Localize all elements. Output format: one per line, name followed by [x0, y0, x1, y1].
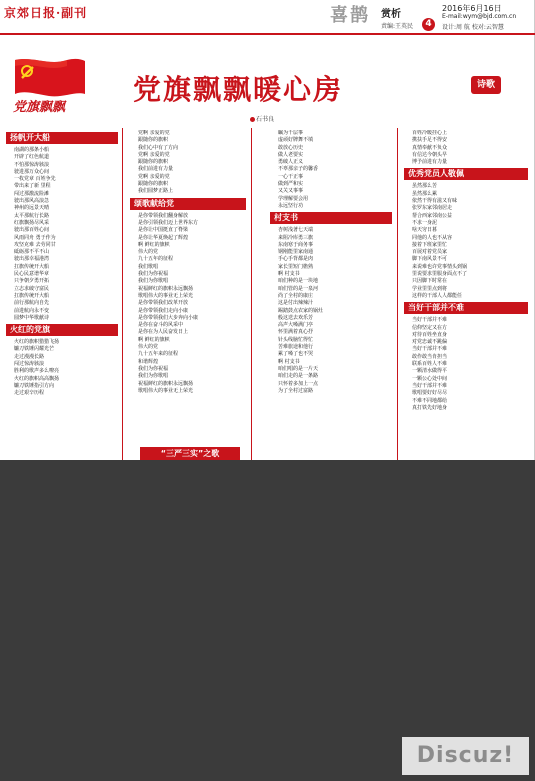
poem-line: 我们歌唱 [138, 263, 159, 270]
poem-line: 百展对着党员家 [412, 249, 448, 256]
poem-line: 祝福鲜红的旗帜永远飘扬 [138, 285, 194, 292]
poem-line: 带出来了新 里程 [14, 183, 51, 190]
poem-line: 一枚党章 百姓争先 [14, 176, 56, 183]
poem-line: 党啊 亲爱的党 [138, 173, 170, 180]
poem-line: 歌唱伟大的事业无上荣光 [138, 292, 194, 299]
poem-line: 携扶手足不得安 [412, 137, 448, 144]
poem-line: 虽然那么苦 [412, 183, 438, 190]
poem-line: 对待百姓坐直身 [412, 331, 448, 338]
poem-line: 不怕那惊涛骇浪 [14, 161, 50, 168]
poem-line: 一心干正事 [278, 173, 304, 180]
poem-line: 是你带领我们翻身解放 [138, 212, 189, 219]
poem-line: 永远坚行功 [278, 202, 304, 209]
poem-line: 里说要求里服身面点不了 [412, 271, 468, 278]
poem-column-2 [130, 130, 246, 460]
poem-line: 红旗飘扬尽风采 [14, 219, 50, 226]
poem-line: 般这送去欢乐芳 [278, 314, 314, 321]
poem-line: 我们为你祝福 [138, 365, 169, 372]
author-name: 石书良 [256, 116, 275, 123]
poem-line: 风雨同舟 勇于作为 [14, 234, 56, 241]
poem-line: 啊 鲜红的旗帜 [138, 336, 170, 343]
subsection-name: 赏析 [381, 9, 401, 20]
poem-line: 这样的干部人人都能任 [412, 292, 463, 299]
poem-line: 虽然那么累 [412, 190, 438, 197]
poem-line: 是你带领我们走向小康 [138, 307, 189, 314]
poem-line: 是你让华夏焕起了辉煌 [138, 234, 189, 241]
poem-line: 杏树浅著七天端 [278, 227, 314, 234]
poem-line: 学理解要会用 [278, 195, 309, 202]
poem-line: 咱们唱的是一片天 [278, 365, 319, 372]
poem-line: 和谐辉煌 [138, 358, 159, 365]
poem-line: 跟随你的旗帜 [138, 181, 169, 188]
brush-title: 党旗飘飘 [13, 100, 66, 115]
poem-line: 怀里满着真心抒 [278, 329, 314, 336]
poem-line: 不辜那亲子的馨香 [278, 166, 319, 173]
poem-line: 敢作敢当肯担当 [412, 353, 448, 360]
section-heading-sanyan: “三严三实”之歌 [140, 447, 240, 460]
poem-line: 镰刀铁锤指引方向 [14, 382, 55, 389]
poem-line: 太平那航行长路 [14, 212, 50, 219]
poem-line: 脚下南风景不可 [412, 256, 448, 263]
poem-line: 走过漫漫长路 [14, 353, 45, 360]
poem-line: 当好干部并不难 [412, 382, 448, 389]
poem-line: 驶出那风高浪急 [14, 198, 50, 205]
poem-line: 接着下班家里忙 [412, 241, 448, 248]
poem-line: 神州的远景天晴 [14, 205, 50, 212]
poem-line: 信仰坚定又在方 [412, 324, 448, 331]
poem-line: 咱们管的是一泉河 [278, 285, 319, 292]
paper-name: 京郊日报·副刊 [4, 6, 88, 20]
poem-line: 开辟了红色航道 [14, 154, 50, 161]
author-byline [250, 114, 274, 123]
poem-line: 为了全村过富路 [278, 387, 314, 394]
poem-line: 我们圆梦正路上 [138, 188, 174, 195]
poem-line: 是你在为人民奋发日上 [138, 329, 189, 336]
poem-line: 一颗公心处中间 [412, 375, 448, 382]
poem-line: 镰刀铁锤闪耀光芒 [14, 346, 55, 353]
poem-line: 联系百姓人不难 [412, 361, 448, 368]
poem-line: 跟随你的旗帜 [138, 137, 169, 144]
masthead [0, 0, 535, 34]
poem-line: 火红的旗帜高高飘扬 [14, 375, 60, 382]
editor-credit: 责编:王英民 [381, 23, 414, 30]
poem-line: 歌唱要好好尽尽 [412, 390, 448, 397]
poem-line: 帮合西家邻南公益 [412, 212, 453, 219]
poem-line: 啥天穷日暮 [412, 227, 438, 234]
poem-line: 虚顽好牌舞不填 [278, 137, 314, 144]
poem-line: 当好干部并不难 [412, 346, 448, 353]
poem-line: 张罗东家邻南居走 [412, 205, 453, 212]
poem-line: 瞩为千层事 [278, 130, 304, 136]
poem-line: 敢放心历史 [278, 144, 304, 151]
poem-line: 我们前进有力量 [138, 166, 174, 173]
poem-line: 苦难旅途和他行 [278, 344, 314, 351]
poem-line: 前行那航向自先 [14, 300, 50, 307]
poem-line: 来说难也许党事情头到锅 [412, 263, 468, 270]
poem-line: 闯过那激流险滩 [14, 190, 50, 197]
poem-line: 驶出那百姓心间 [14, 227, 50, 234]
poem-line: 是你让中国挺直了脊梁 [138, 227, 189, 234]
poem-line: 依然干得有滋又有味 [412, 198, 458, 205]
poem-line: 咱们种的是一块地 [278, 278, 319, 285]
poem-line: 我们为你歌唱 [138, 373, 169, 380]
poem-line: 我们为你歌唱 [138, 278, 169, 285]
poem-line: 立志求破守富民 [14, 285, 50, 292]
section-heading: 颂歌献给党 [130, 198, 246, 210]
poem-line: 党啊 亲爱的党 [138, 130, 170, 136]
poem-line: 一颗清水做得平 [412, 368, 448, 375]
poem-line: 来阻冷库勇三旗 [278, 234, 314, 241]
poem-line: 手心手背都是肉 [278, 256, 314, 263]
forum-watermark: Discuz! [402, 737, 529, 775]
poem-line: 九十五年的征程 [138, 256, 174, 263]
poem-line: 扛旗传统开大船 [14, 263, 50, 270]
poem-line: 伟大的党 [138, 344, 159, 351]
image-viewer-backdrop [0, 460, 535, 781]
genre-stamp: 诗歌 [471, 76, 501, 94]
poem-line: 真打铁先好地身 [412, 404, 448, 411]
section-name: 喜鹊 [330, 5, 370, 26]
poem-line: 前进航向永不变 [14, 307, 50, 314]
poem-line: 是你在奋斗的风采中 [138, 322, 184, 329]
poem-line: 踢踏鼓点农家的锅灶 [278, 307, 324, 314]
poem-line: 真情奉献不负众 [412, 144, 448, 151]
poem-line: 是你带领我们大步奔向小康 [138, 314, 199, 321]
poem-line: 祝福鲜红的旗帜永远飘扬 [138, 380, 194, 387]
poem-line: 啊 村支书 [278, 271, 300, 278]
poem-line: 又关又事事 [278, 188, 304, 195]
section-heading: 扬帆开大船 [6, 132, 118, 144]
section-heading: 当好干部并不难 [404, 302, 528, 314]
section-heading: 村支书 [270, 212, 392, 224]
poem-line: 驶进那万众心间 [14, 168, 50, 175]
page-headline: 党旗飘飘暖心房 [133, 73, 344, 106]
poem-line: 党啊 亲爱的党 [138, 151, 170, 158]
poem-column-3 [270, 130, 392, 460]
poem-line: 不难不同地都给 [412, 397, 448, 404]
poem-line: 博予前进有力量 [412, 159, 448, 166]
column-divider [251, 128, 252, 460]
poem-line: 民心民意谱华章 [14, 271, 50, 278]
poem-line: 针头线脑忙得忙 [278, 336, 314, 343]
poem-line: 攻坚克难 去劳同甘 [14, 241, 56, 248]
poem-line: 是你引领我们迈上世界东方 [138, 219, 199, 226]
poem-line: 我们为你祝福 [138, 271, 169, 278]
bullet-icon [250, 117, 255, 122]
poem-line: 只怀着多加上一点 [278, 380, 319, 387]
poem-line: 百姓冷暖挂心上 [412, 130, 448, 136]
page-number-badge: 4 [422, 18, 435, 31]
section-heading: 火红的党旗 [6, 324, 118, 336]
poem-line: 歌唱伟大的事业无上荣光 [138, 387, 194, 394]
poem-line: 累了嗓了也不哭 [278, 351, 314, 358]
poem-line: 南湖的那条小船 [14, 147, 50, 153]
editor-email: E-mail:wym@bjd.com.cn [442, 13, 517, 20]
poem-line: 是你带领我们改革开放 [138, 300, 189, 307]
poem-line: 东南寒于商务事 [278, 241, 314, 248]
poem-line: 学业里里点到将 [412, 285, 448, 292]
poem-line: 不求一身泥 [412, 219, 438, 226]
poem-line: 只争朝夕勇开拓 [14, 278, 50, 285]
poem-line: 尚了全村的康庄 [278, 292, 314, 299]
poem-line: 只因脚下时常在 [412, 278, 448, 285]
poem-line: 做到严和实 [278, 181, 304, 188]
poem-line: 我们心中有了方向 [138, 144, 179, 151]
poem-column-4 [404, 130, 528, 460]
poem-line: 同他的人也不从容 [412, 234, 453, 241]
poem-line: 跟随你的旗帜 [138, 159, 169, 166]
poem-line: 九十五年来的征程 [138, 351, 179, 358]
column-divider [397, 128, 398, 460]
poem-line: 钢刚能里家南通 [278, 249, 314, 256]
poem-line: 咱们走的是一条路 [278, 373, 319, 380]
issue-date: 2016年6月16日 [442, 4, 502, 13]
poem-line: 胜利的歌声多么嘹亮 [14, 368, 60, 375]
poem-line: 火红的旗帜猎猎飞扬 [14, 339, 60, 346]
masthead-rule [0, 33, 535, 35]
poem-line: 驶出那幸福港湾 [14, 256, 50, 263]
poem-line: 家长里短门檐熟 [278, 263, 314, 270]
poem-line: 对党忠诚不跳偏 [412, 339, 448, 346]
poem-line: 做人老要实 [278, 151, 304, 158]
poem-line: 走过艰辛历程 [14, 390, 45, 397]
poem-line: 啊 鲜红的旗帜 [138, 241, 170, 248]
column-divider [122, 128, 123, 460]
poem-line: 伟大的党 [138, 249, 159, 256]
poem-line: 啊 村支书 [278, 358, 300, 365]
design-credits: 设计:周 航 校对:云智慧 [442, 24, 504, 31]
poem-line: 勇破人正义 [278, 159, 304, 166]
poem-line: 当好干部并不难 [412, 317, 448, 324]
poem-line: 闯过惊涛骇浪 [14, 361, 45, 368]
poem-line: 砥砺那不平不山 [14, 249, 50, 256]
poem-line: 有信达今朝头早 [412, 151, 448, 158]
poem-column-1 [6, 130, 118, 460]
poem-line: 圆梦中华歌献诗 [14, 314, 50, 321]
section-heading: 优秀党员人敬佩 [404, 168, 528, 180]
poem-line: 扛旗传统开大船 [14, 292, 50, 299]
poem-line: 高声大嗓满门亭 [278, 322, 314, 329]
poem-line: 这是付出辣辣汁 [278, 300, 314, 307]
